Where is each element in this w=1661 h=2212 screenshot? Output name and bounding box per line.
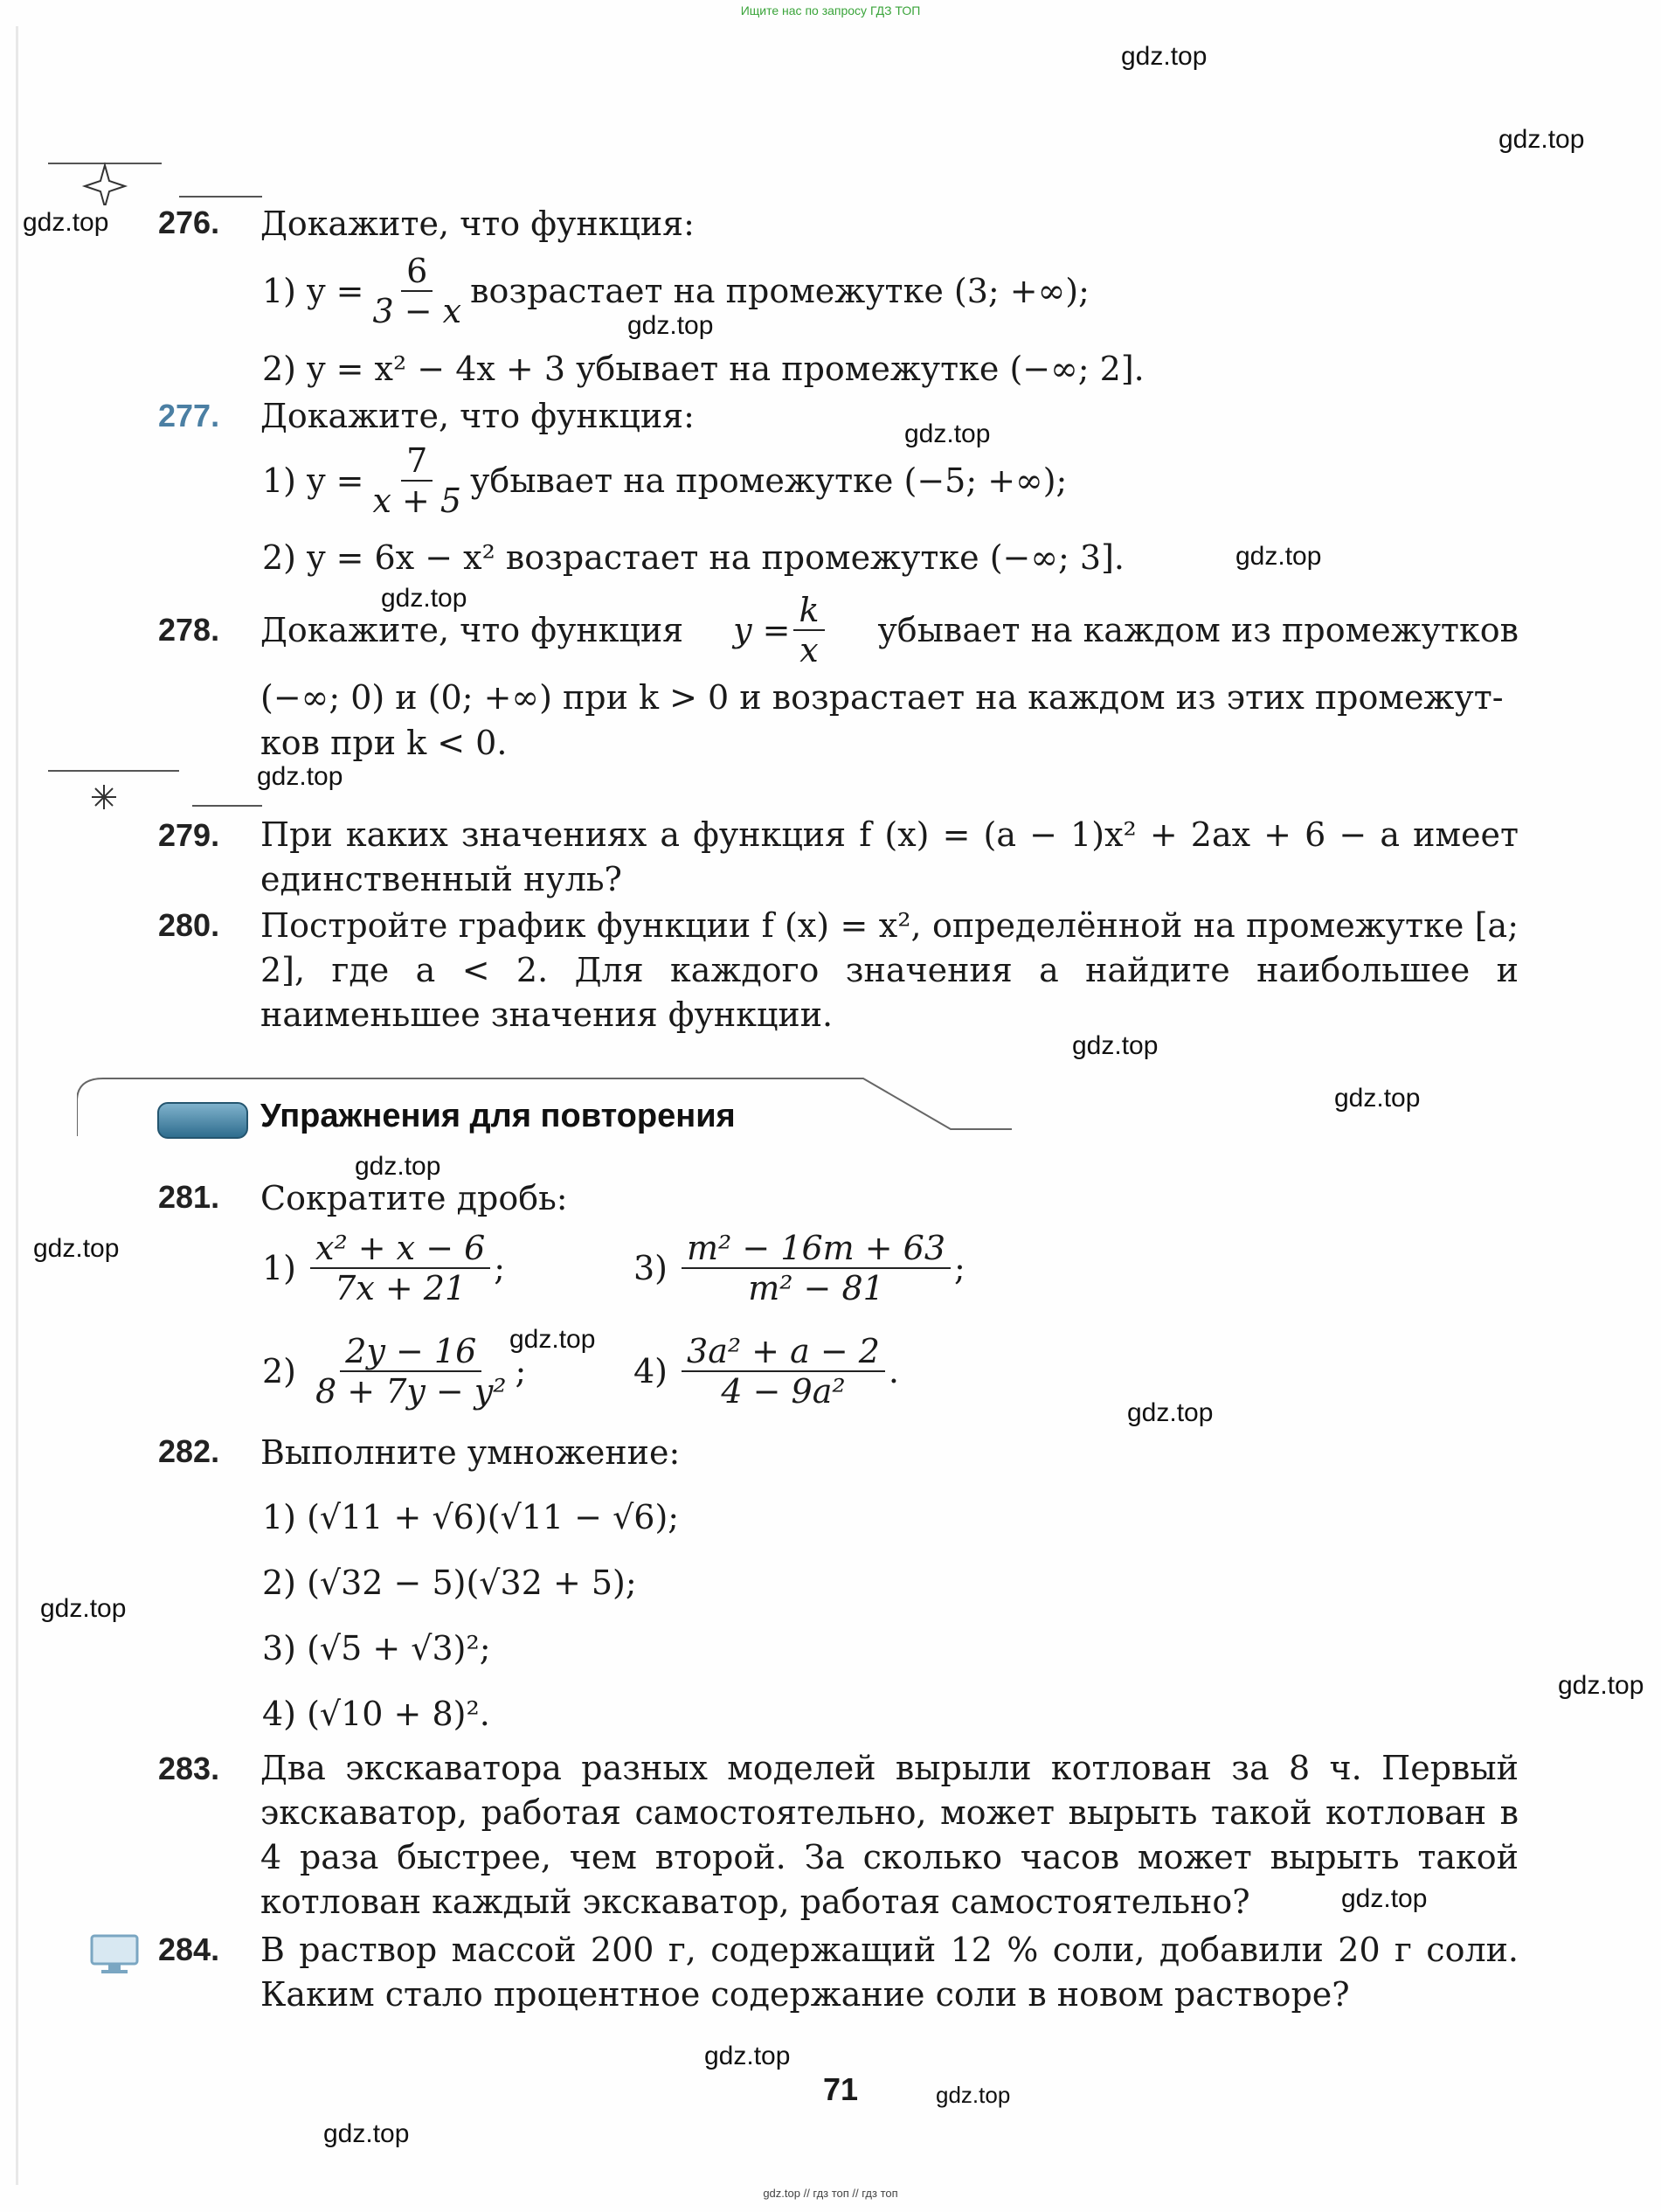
item-prefix: 1) y = xyxy=(262,461,364,500)
numerator: x² + x − 6 xyxy=(310,1229,490,1269)
problem-item xyxy=(633,1332,899,1411)
item-label: 3) xyxy=(633,1249,668,1287)
bottom-banner: gdz.top // гдз топ // гдз топ xyxy=(763,2187,898,2200)
problem-line xyxy=(260,591,1519,669)
numerator: k xyxy=(793,591,824,631)
problem-item: 2) y = 6x − x² возрастает на промежутке (−∞; 3]. xyxy=(262,538,1125,577)
problem-text: В раствор массой 200 г, содержащий 12 % соли, добавили 20 г соли. Каким стало процентное содержание соли в новом растворе? xyxy=(260,1931,1519,2014)
watermark: gdz.top xyxy=(355,1152,441,1181)
problem-item: 2) (√32 − 5)(√32 + 5); xyxy=(262,1564,637,1602)
page-number: 71 xyxy=(823,2071,859,2107)
problem-text: Два экскаватора разных моделей вырыли котлован за 8 ч. Первый экскаватор, работая самостоятельно, может вырыть такой котлован в 4 раза быстрее, чем второй. За сколько часов может вырыть такой котлован каждый экскаватор, работая самостоятельно? xyxy=(260,1749,1519,1921)
fraction xyxy=(367,252,467,330)
fraction xyxy=(310,1332,512,1411)
formula xyxy=(733,591,827,669)
page-edge-shadow xyxy=(16,26,18,2185)
item-end: ; xyxy=(954,1249,965,1287)
fraction xyxy=(310,1229,490,1307)
watermark: gdz.top xyxy=(1558,1671,1644,1700)
problem-text: Постройте график функции f (x) = x², определённой на промежутке [a; 2], где a < 2. Для каждого значения a найдите наибольшее и наименьшее значения функции. xyxy=(260,906,1519,1034)
problem-text: Докажите, что функция: xyxy=(260,205,695,243)
item-label: 2) xyxy=(262,1352,297,1390)
watermark: gdz.top xyxy=(704,2042,791,2070)
denominator: 7x + 21 xyxy=(335,1269,467,1307)
formula-lhs: y = xyxy=(733,611,791,649)
fraction xyxy=(367,441,467,520)
watermark: gdz.top xyxy=(904,420,991,448)
top-banner: Ищите нас по запросу ГДЗ ТОП xyxy=(740,3,921,17)
watermark: gdz.top xyxy=(33,1234,120,1263)
item-end: . xyxy=(888,1352,900,1390)
problem-number: 277. xyxy=(158,398,220,433)
watermark: gdz.top xyxy=(936,2082,1011,2108)
watermark: gdz.top xyxy=(1334,1084,1421,1113)
problem-item: 4) (√10 + 8)². xyxy=(262,1695,490,1733)
numerator: 6 xyxy=(401,252,433,292)
problem-item: 3) (√5 + √3)²; xyxy=(262,1629,491,1668)
watermark: gdz.top xyxy=(1072,1031,1159,1060)
problem-item: 1) (√11 + √6)(√11 − √6); xyxy=(262,1498,680,1536)
watermark: gdz.top xyxy=(1498,125,1585,154)
problem-line: (−∞; 0) и (0; +∞) при k > 0 и возрастает на каждом из этих промежут- xyxy=(260,678,1504,717)
item-prefix: 1) y = xyxy=(262,272,364,310)
fraction xyxy=(682,1332,885,1411)
denominator: x xyxy=(799,631,819,669)
watermark: gdz.top xyxy=(1235,542,1322,571)
problem-text: Выполните умножение: xyxy=(260,1433,681,1472)
denominator: m² − 81 xyxy=(748,1269,884,1307)
problem-item xyxy=(262,441,1067,520)
item-suffix: убывает на промежутке (−5; +∞); xyxy=(470,461,1068,500)
watermark: gdz.top xyxy=(1127,1398,1214,1427)
watermark: gdz.top xyxy=(23,208,109,237)
problem-number: 281. xyxy=(158,1179,220,1215)
section-marker-star-icon xyxy=(48,162,262,205)
line-prefix: Докажите, что функция xyxy=(260,611,684,649)
item-label: 1) xyxy=(262,1249,297,1287)
problem-number: 279. xyxy=(158,817,220,853)
problem-text: Сократите дробь: xyxy=(260,1179,568,1217)
denominator: 4 − 9a² xyxy=(721,1372,846,1411)
fraction xyxy=(793,591,824,669)
line-suffix: убывает на каждом из промежутков xyxy=(877,611,1519,649)
watermark: gdz.top xyxy=(627,311,714,340)
item-label: 4) xyxy=(633,1352,668,1390)
watermark: gdz.top xyxy=(509,1325,596,1354)
numerator: m² − 16m + 63 xyxy=(682,1229,951,1269)
problem-text: При каких значениях a функция f (x) = (a − 1)x² + 2ax + 6 − a имеет единственный нуль? xyxy=(260,815,1519,898)
numerator: 7 xyxy=(401,441,433,482)
problem-text: Докажите, что функция: xyxy=(260,397,695,435)
denominator: x + 5 xyxy=(372,482,462,520)
numerator: 3a² + a − 2 xyxy=(682,1332,885,1372)
problem-number: 284. xyxy=(158,1931,220,1967)
section-badge-icon xyxy=(157,1102,248,1139)
fraction xyxy=(682,1229,951,1307)
watermark: gdz.top xyxy=(257,762,343,791)
item-end: ; xyxy=(515,1352,527,1390)
problem-number: 280. xyxy=(158,907,220,943)
problem-number: 276. xyxy=(158,205,220,240)
section-marker-snowflake-icon xyxy=(48,769,262,822)
watermark: gdz.top xyxy=(40,1594,127,1623)
problem-number: 282. xyxy=(158,1433,220,1469)
denominator: 8 + 7y − y² xyxy=(315,1372,507,1411)
problem-item xyxy=(633,1229,965,1307)
problem-number: 278. xyxy=(158,612,220,648)
numerator: 2y − 16 xyxy=(340,1332,481,1372)
problem-item: 2) y = x² − 4x + 3 убывает на промежутке (−∞; 2]. xyxy=(262,350,1145,388)
problem-item xyxy=(262,1332,526,1411)
watermark: gdz.top xyxy=(1341,1884,1428,1913)
item-suffix: возрастает на промежутке (3; +∞); xyxy=(470,272,1090,310)
problem-item xyxy=(262,1229,505,1307)
denominator: 3 − x xyxy=(372,292,462,330)
problem-item xyxy=(262,252,1090,330)
watermark: gdz.top xyxy=(1121,42,1208,71)
problem-line: ков при k < 0. xyxy=(260,724,508,762)
section-title: Упражнения для повторения xyxy=(260,1098,736,1134)
computer-icon xyxy=(89,1933,140,1975)
watermark: gdz.top xyxy=(323,2119,410,2148)
watermark: gdz.top xyxy=(381,584,467,613)
item-end: ; xyxy=(494,1249,506,1287)
problem-number: 283. xyxy=(158,1751,220,1786)
